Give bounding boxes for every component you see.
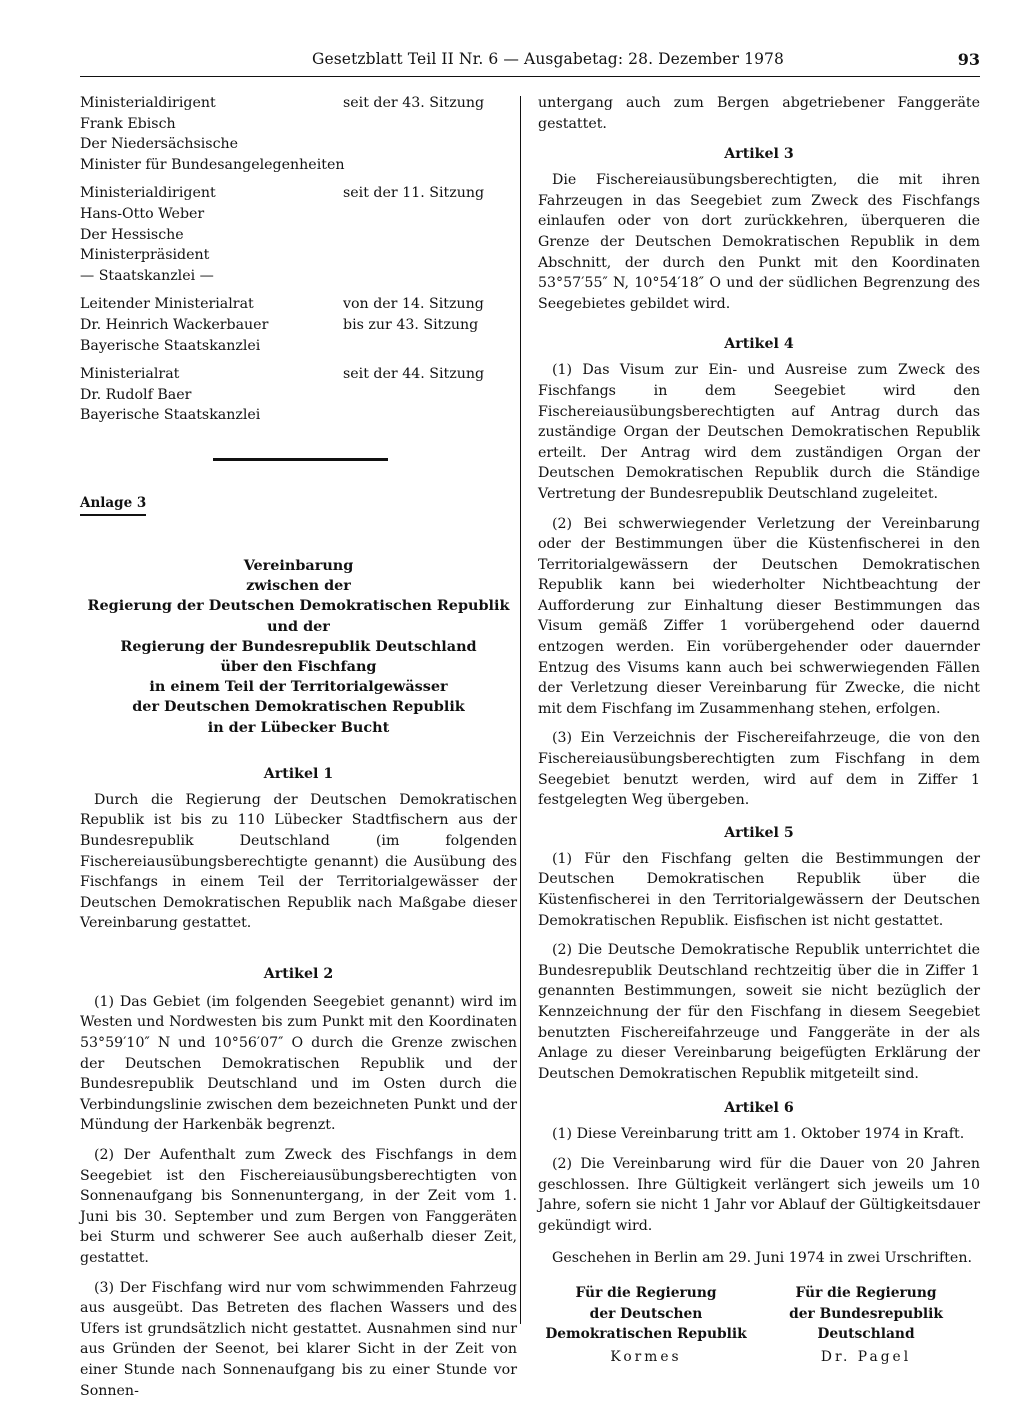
article-paragraph: (2) Der Aufenthalt zum Zweck des Fischfangs in dem Seegebiet ist den Fischereiausübungsberechtigten von Sonnenaufgang bis Sonnenuntergang, in der Zeit vom 1. Juni bis 30. September und zum Bergen von Fanggeräten bei Sturm und schwerer See auch außerhalb dieser Zeit, gestattet. — [80, 1147, 517, 1267]
member-line: Dr. Rudolf Baer — [80, 386, 192, 403]
member-line: Ministerialrat — [80, 366, 180, 383]
article-heading: Artikel 6 — [724, 1100, 794, 1117]
treaty-title-line: in einem Teil der Territorialgewässer — [149, 678, 448, 696]
article-heading: Artikel 4 — [724, 336, 794, 353]
article-paragraph-continuation: untergang auch zum Bergen abgetriebener Fanggeräte gestattet. — [538, 95, 980, 132]
article-paragraph: (2) Die Vereinbarung wird für die Dauer von 20 Jahren geschlossen. Ihre Gültigkeit verlängert sich jeweils um 10 Jahre, sofern sie nicht 1 Jahr vor Ablauf der Gültigkeitsdauer gekündigt wird. — [538, 1155, 980, 1234]
signature-line: der Deutschen — [589, 1305, 703, 1322]
treaty-title-line: der Deutschen Demokratischen Republik — [132, 698, 465, 716]
member-entry — [80, 183, 517, 286]
article-paragraph: (1) Diese Vereinbarung tritt am 1. Oktober 1974 in Kraft. — [552, 1126, 965, 1143]
section-separator — [213, 458, 388, 461]
closing-statement: Geschehen in Berlin am 29. Juni 1974 in zwei Urschriften. — [552, 1250, 972, 1267]
article-heading: Artikel 3 — [724, 146, 794, 163]
article-heading: Artikel 2 — [263, 965, 334, 982]
article-paragraph: (1) Für den Fischfang gelten die Bestimmungen der Deutschen Demokratischen Republik über die Küstenfischerei in den Territorialgewässern der Deutschen Demokratischen Republik. Eisfischen ist nicht gestattet. — [538, 850, 980, 929]
annex-label: Anlage 3 — [80, 495, 146, 516]
header-rule — [80, 76, 980, 77]
member-line: Hans-Otto Weber — [80, 205, 205, 222]
treaty-title-line: Regierung der Bundesrepublik Deutschland — [120, 637, 477, 655]
member-line: Dr. Heinrich Wackerbauer — [80, 316, 269, 333]
article-heading: Artikel 5 — [724, 824, 794, 841]
member-line: Bayerische Staatskanzlei — [80, 337, 261, 354]
article-paragraph: (3) Der Fischfang wird nur vom schwimmenden Fahrzeug aus ausgeübt. Das Betreten des flachen Wassers und des Ufers ist grundsätzlich nicht gestattet. Ausnahmen sind nur aus Gründen der Seenot, bei klarer Sicht in der Zeit von einer Stunde nach Sonnenaufgang bis zu einer Stunde vor Sonnen- — [80, 1279, 517, 1399]
treaty-title — [80, 556, 517, 738]
article-paragraph: (2) Bei schwerwiegender Verletzung der Vereinbarung oder der Bestimmungen über die Küstenfischerei in den Territorialgewässern der Deutschen Demokratischen Republik kann bei wiederholter Nichtbeachtung der Aufforderung zur Einhaltung dieser Bestimmungen das Visum gemäß Ziffer 1 vorübergehend oder dauernd entzogen werden. Ein vorübergehender oder dauernder Entzug des Visums kann auch bei schwerwiegenden Fällen der Verletzung dieser Vereinbarung für Zwecke, die nicht mit dem Fischfang im Zusammenhang stehen, erfolgen. — [538, 515, 980, 717]
article-paragraph: Die Fischereiausübungsberechtigten, die mit ihren Fahrzeugen in das Seegebiet zum Zweck des Fischfangs einlaufen oder von dort zurückkehren, überqueren die Grenze der Deutschen Demokratischen Republik in dem Abschnitt, der durch den Punkt mit den Koordinaten 53°57′55″ N, 10°54′18″ O und der südlichen Begrenzung des Seegebietes gebildet wird. — [538, 172, 980, 312]
member-line: Der Niedersächsische — [80, 136, 239, 153]
signature-line: Für die Regierung — [795, 1284, 937, 1301]
member-line: Frank Ebisch — [80, 115, 176, 132]
signature-line: Demokratischen Republik — [545, 1326, 747, 1343]
treaty-title-line: Vereinbarung — [243, 556, 354, 574]
member-line: Ministerialdirigent — [80, 185, 216, 202]
member-entry — [80, 93, 517, 175]
article-paragraph: (1) Das Gebiet (im folgenden Seegebiet genannt) wird im Westen und Nordwesten bis zum Punkt mit den Koordinaten 53°59′10″ N und 10°56′07″ O durch die Grenze zwischen der Deutschen Demokratischen Republik und der Bundesrepublik Deutschland und im Osten durch die Verbindungslinie zwischen dem bezeichneten Punkt und der Mündung der Harkenbäk begrenzt. — [80, 993, 517, 1134]
signature-frg — [762, 1283, 970, 1367]
signature-line: der Bundesrepublik — [789, 1305, 943, 1322]
treaty-title-line: in der Lübecker Bucht — [207, 718, 390, 736]
treaty-title-line: Regierung der Deutschen Demokratischen Republik — [87, 597, 510, 615]
right-column — [538, 93, 980, 1375]
member-term: bis zur 43. Sitzung — [343, 316, 479, 333]
column-divider — [520, 96, 521, 1324]
member-term: seit der 44. Sitzung — [343, 366, 485, 383]
member-line: — Staatskanzlei — — [80, 267, 214, 284]
member-line: Ministerialdirigent — [80, 95, 216, 111]
treaty-title-line: über den Fischfang — [220, 657, 377, 675]
left-column — [80, 93, 517, 1401]
article-heading: Artikel 1 — [263, 765, 334, 782]
article-paragraph: (1) Das Visum zur Ein- und Ausreise zum Zweck des Fischfangs in dem Seegebiet wird den Fischereiausübungsberechtigten auf Antrag durch das zuständige Organ der Deutschen Demokratischen Republik erteilt. Der Antrag wird dem zuständigen Organ der Deutschen Demokratischen Republik durch die Ständige Vertretung der Bundesrepublik Deutschland zugeleitet. — [538, 362, 980, 502]
signature-line: Für die Regierung — [575, 1284, 717, 1301]
signer-name: Dr. Pagel — [820, 1348, 912, 1365]
article-paragraph: Durch die Regierung der Deutschen Demokratischen Republik ist bis zu 110 Lübecker Stadtfischern aus der Bundesrepublik Deutschland (im folgenden Fischereiausübungsberechtigte genannt) die Ausübung des Fischfangs in einem Teil der Territorialgewässer der Deutschen Demokratischen Republik nach Maßgabe dieser Vereinbarung gestattet. — [80, 791, 517, 932]
member-entry — [80, 364, 517, 426]
member-entry — [80, 294, 517, 356]
member-line: Ministerpräsident — [80, 247, 210, 264]
treaty-title-line: zwischen der — [246, 577, 351, 595]
signature-block — [538, 1283, 980, 1375]
signer-name: Kormes — [610, 1348, 682, 1365]
article-paragraph: (3) Ein Verzeichnis der Fischereifahrzeuge, die von den Fischereiausübungsberechtigten zum Fischfang in dem Seegebiet benutzt werden, wird auf dem in Ziffer 1 festgelegten Weg übergeben. — [538, 730, 980, 809]
member-line: Minister für Bundesangelegenheiten — [80, 156, 345, 173]
member-term: von der 14. Sitzung — [343, 296, 484, 313]
member-term: seit der 11. Sitzung — [343, 185, 485, 202]
article-paragraph: (2) Die Deutsche Demokratische Republik unterrichtet die Bundesrepublik Deutschland rechtzeitig über die in Ziffer 1 genannten Bestimmungen, soweit sie nicht bezüglich der Kennzeichnung der für den Fischfang in diesem Seegebiet benutzten Fischereifahrzeuge und Fanggeräte in der als Anlage zu dieser Vereinbarung beigefügten Erklärung der Deutschen Demokratischen Republik mitgeteilt sind. — [538, 942, 980, 1082]
signature-gdr — [542, 1283, 750, 1367]
treaty-title-line: und der — [267, 617, 330, 635]
member-line: Bayerische Staatskanzlei — [80, 407, 261, 424]
member-term: seit der 43. Sitzung — [343, 95, 485, 111]
member-line: Der Hessische — [80, 226, 184, 243]
signature-line: Deutschland — [817, 1326, 915, 1343]
member-line: Leitender Ministerialrat — [80, 296, 254, 313]
page-header — [80, 50, 980, 76]
page-number: 93 — [957, 50, 980, 69]
header-title: Gesetzblatt Teil II Nr. 6 — Ausgabetag: 28. Dezember 1978 — [312, 50, 784, 68]
